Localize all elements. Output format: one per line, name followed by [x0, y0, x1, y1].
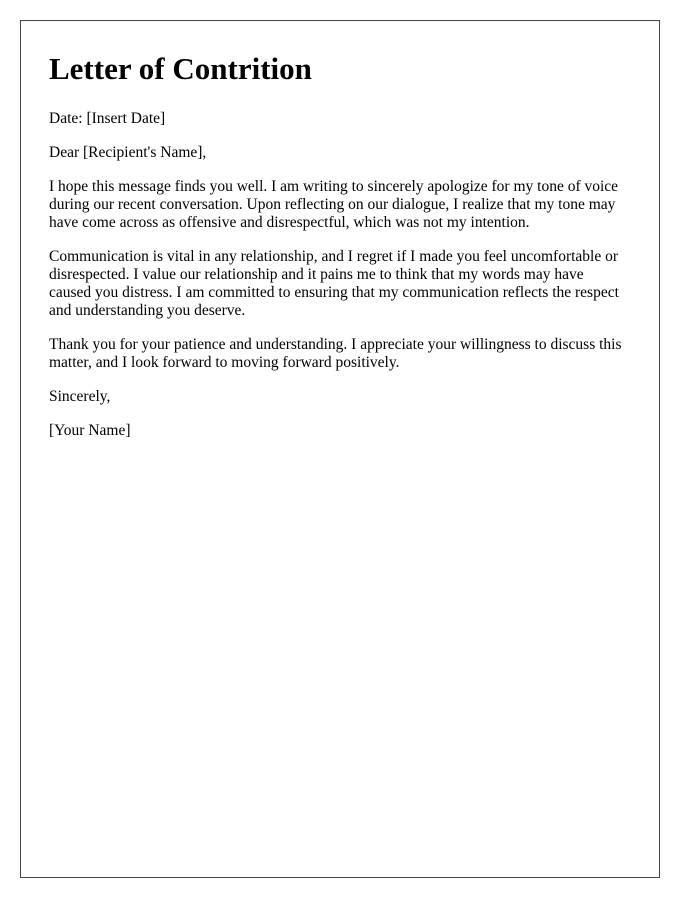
closing: Sincerely, — [49, 388, 111, 405]
letter-title: Letter of Contrition — [49, 51, 312, 86]
salutation: Dear [Recipient's Name], — [49, 144, 207, 161]
date-line: Date: [Insert Date] — [49, 110, 166, 127]
body-paragraph-3: Thank you for your patience and understanding. I appreciate your willingness to discuss this matter, and I look forward to moving forward positively. — [49, 336, 622, 371]
body-paragraph-2: Communication is vital in any relationship, and I regret if I made you feel uncomfortable or disrespected. I value our relationship and it pains me to think that my words may have caused you distress. I am committed to ensuring that my communication reflects the respect and understanding you deserve. — [49, 248, 619, 319]
letter-page — [20, 20, 660, 878]
letter-content — [49, 49, 629, 456]
body-paragraph-1: I hope this message finds you well. I am writing to sincerely apologize for my tone of voice during our recent conversation. Upon reflecting on our dialogue, I realize that my tone may have come across as offensive and disrespectful, which was not my intention. — [49, 178, 619, 231]
signature: [Your Name] — [49, 422, 131, 439]
